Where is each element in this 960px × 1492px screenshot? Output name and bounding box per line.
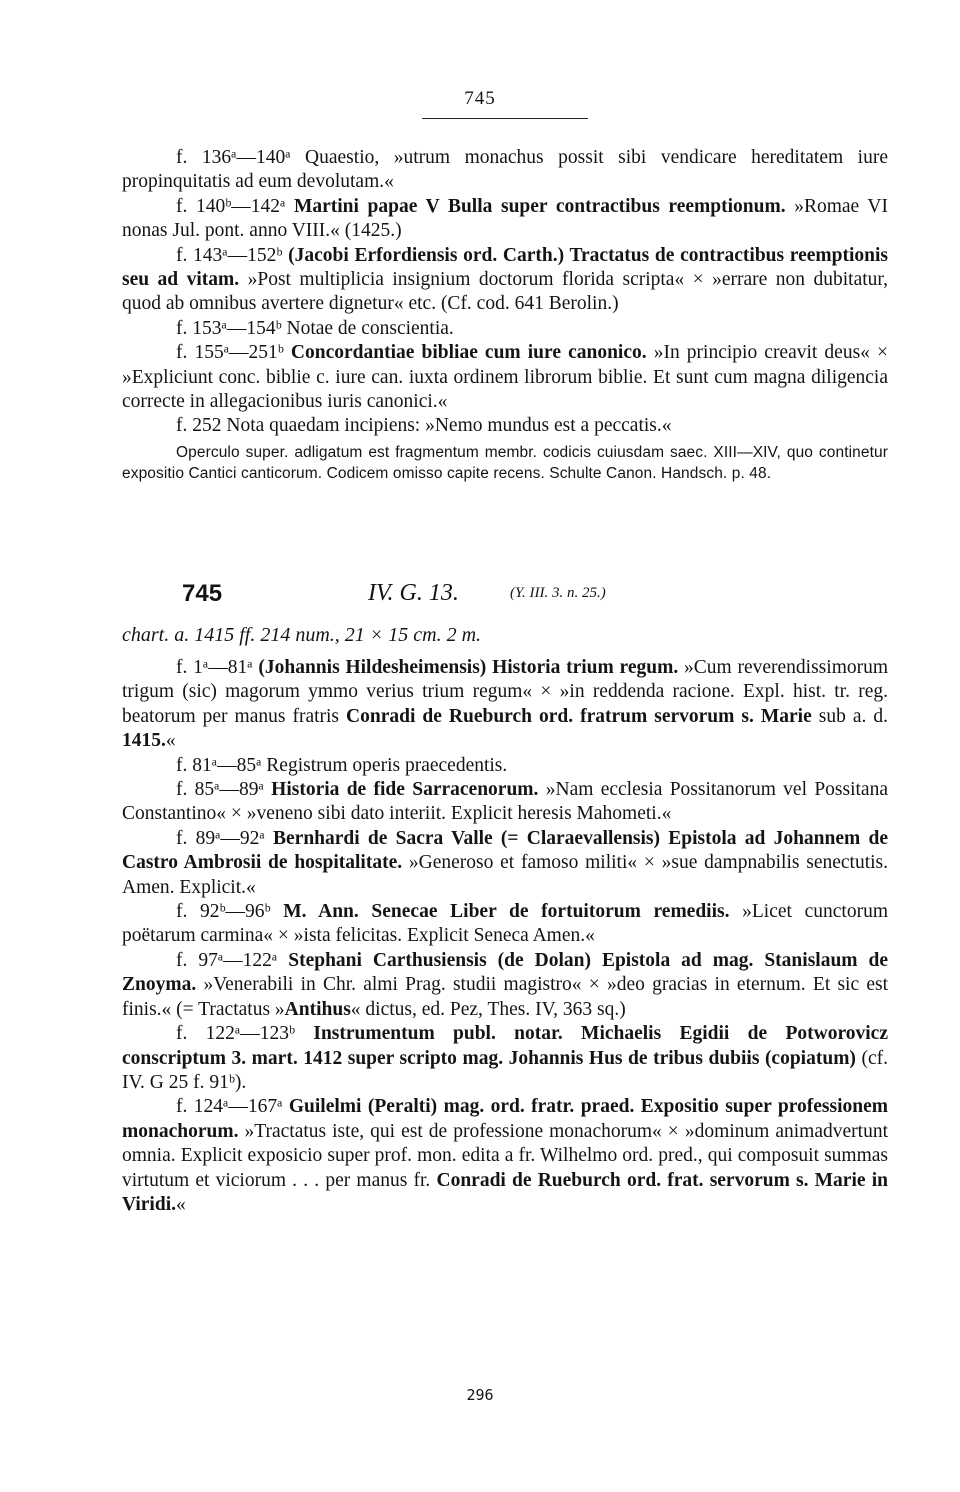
incipit: »Post multiplicia insignium doctorum florida scripta« × »errare non dubitatur, quod ab omnibus avertere dignetur« etc. (Cf. cod. 641 Berolin.) [122, 269, 888, 315]
closing-quote: « [165, 730, 176, 752]
content-item [122, 778, 888, 827]
incipit: »Romae VI nonas Jul. pont. anno VIII.« (1425.) [122, 195, 889, 242]
continuation-block [122, 146, 888, 484]
work-title: Stephani Carthusiensis (de Dolan) Epistola ad mag. Stanislaum de Znoyma. [122, 949, 889, 996]
shelf-mark: IV. G. 13. [368, 580, 459, 606]
folio: f. 140ᵇ—142ᵃ [176, 195, 286, 217]
tractatus-name: Antihus [284, 998, 351, 1020]
old-shelf-mark: (Y. III. 3. n. 25.) [510, 585, 606, 601]
folio: f. 124ᵃ—167ᵃ [176, 1096, 283, 1118]
content-item [122, 1022, 888, 1095]
closing-quote: « [176, 1193, 186, 1215]
folio: f. 92ᵇ—96ᵇ [176, 901, 271, 923]
work-title: Concordantiae bibliae cum iure canonico. [290, 342, 647, 364]
incipit: »Nam ecclesia Possitanorum vel Possitana Constantino« × »veneno sibi dato interiit. Explicit heresis Mahometi.« [122, 779, 888, 825]
content-item [122, 1095, 888, 1217]
incipit: »Licet cunctorum poëtarum carmina« × »ista felicitas. Explicit Seneca Amen.« [122, 901, 888, 947]
year: 1415. [122, 730, 166, 752]
folio: f. 1ᵃ—81ᵃ [176, 657, 253, 678]
binding-note: Operculo super. adligatum est fragmentum membr. codicis cuiusdam saec. XIII—XIV, quo continetur expositio Cantici canticorum. Codicem omisso capite recens. Schulte Canon. Handsch. p. 48. [122, 443, 888, 482]
entry-heading [122, 580, 888, 616]
incipit: »Cum reverendissimorum trigum (sic) magorum ymmo verius trium regum« × »in reddenda racione. Expl. hist. tr. reg. beatorum per manus fratris [122, 657, 889, 727]
folio: f. 155ᵃ—251ᵇ [176, 342, 284, 364]
footer-page-number: 296 [466, 1386, 494, 1404]
folio: f. 89ᵃ—92ᵃ [176, 827, 265, 849]
item-nota: f. 252 Nota quaedam incipiens: »Nemo mundus est a peccatis.« [176, 415, 672, 437]
folio: f. 122ᵃ—123ᵇ [176, 1023, 296, 1045]
content-item [122, 949, 888, 1022]
scribe: Conradi de Rueburch ord. frat. servorum s. Marie in Viridi. [122, 1169, 888, 1215]
incipit: »Generoso et famoso militi« × »sue dampnabilis senectutis. Amen. Explicit.« [122, 852, 889, 898]
date-text: sub a. d. [818, 705, 889, 727]
item-quaestio: f. 136ᵃ—140ᵃ Quaestio, »utrum monachus possit sibi vendicare hereditatem iure propinquitatis ad eum devolutam.« [122, 147, 888, 193]
cross-reference: (cf. IV. G 25 f. 91ᵇ). [122, 1047, 888, 1093]
physical-description: chart. a. 1415 ff. 214 num., 21 × 15 cm. 2 m. [122, 624, 482, 646]
content-item [122, 754, 888, 778]
work-title: Bernhardi de Sacra Valle (= Claraevallensis) Epistola ad Johannem de Castro Ambrosii de hospitalitate. [122, 827, 888, 874]
running-page-number: 745 [464, 88, 496, 109]
item-notae: f. 153ᵃ—154ᵇ Notae de conscientia. [176, 317, 454, 339]
incipit: Registrum operis praecedentis. [266, 754, 508, 776]
folio: f. 81ᵃ—85ᵃ [176, 754, 262, 776]
work-title: (Johannis Hildesheimensis) Historia trium regum. [258, 657, 679, 678]
edition-ref: « dictus, ed. Pez, Thes. IV, 363 sq.) [350, 998, 626, 1020]
folio: f. 143ᵃ—152ᵇ [176, 244, 283, 266]
folio: f. 97ᵃ—122ᵃ [176, 949, 278, 971]
content-item [122, 827, 888, 900]
contents-list [122, 656, 888, 1217]
work-title: M. Ann. Senecae Liber de fortuitorum remediis. [283, 901, 730, 923]
item-concordantiae [122, 341, 888, 414]
content-item [122, 656, 888, 754]
work-title: Instrumentum publ. notar. Michaelis Egidii de Potworovicz conscriptum 3. mart. 1412 super scripto mag. Johannis Hus de tribus dubiis (copiatum) [122, 1023, 888, 1069]
item-bulla [122, 195, 888, 244]
scribe: Conradi de Rueburch ord. fratrum servorum s. Marie [346, 705, 812, 727]
header-rule [422, 118, 588, 119]
folio: f. 85ᵃ—89ᵃ [176, 779, 264, 801]
work-title: Martini papae V Bulla super contractibus reemptionum. [293, 195, 786, 217]
work-title: Guilelmi (Peralti) mag. ord. fratr. praed. Expositio super professionem monachorum. [122, 1096, 888, 1142]
incipit: »Venerabili in Chr. almi Prag. studii magistro« × »deo gracias in eternum. Et sic est finis.« (= Tractatus » [122, 974, 888, 1020]
work-title: (Jacobi Erfordiensis ord. Carth.) Tractatus de contractibus reemptionis seu ad vitam. [122, 244, 889, 291]
work-title: Historia de fide Sarracenorum. [271, 779, 539, 801]
entry-number: 745 [182, 580, 223, 607]
incipit: »In principio creavit deus« × »Expliciunt conc. biblie c. iure can. iuxta ordinem librorum biblie. Et sunt cum magna diligencia correcte in allegacionibus iuris canonici.« [122, 342, 888, 413]
content-item [122, 900, 888, 949]
item-tractatus [122, 244, 888, 317]
incipit: »Tractatus iste, qui est de professione monachorum« × »dominum animadvertunt omnia. Explicit exposicio super prof. mon. edita a fr. Wilhelmo ord. pred., qui composuit summas virtutum et viciorum . . . per manus fr. [122, 1120, 888, 1191]
